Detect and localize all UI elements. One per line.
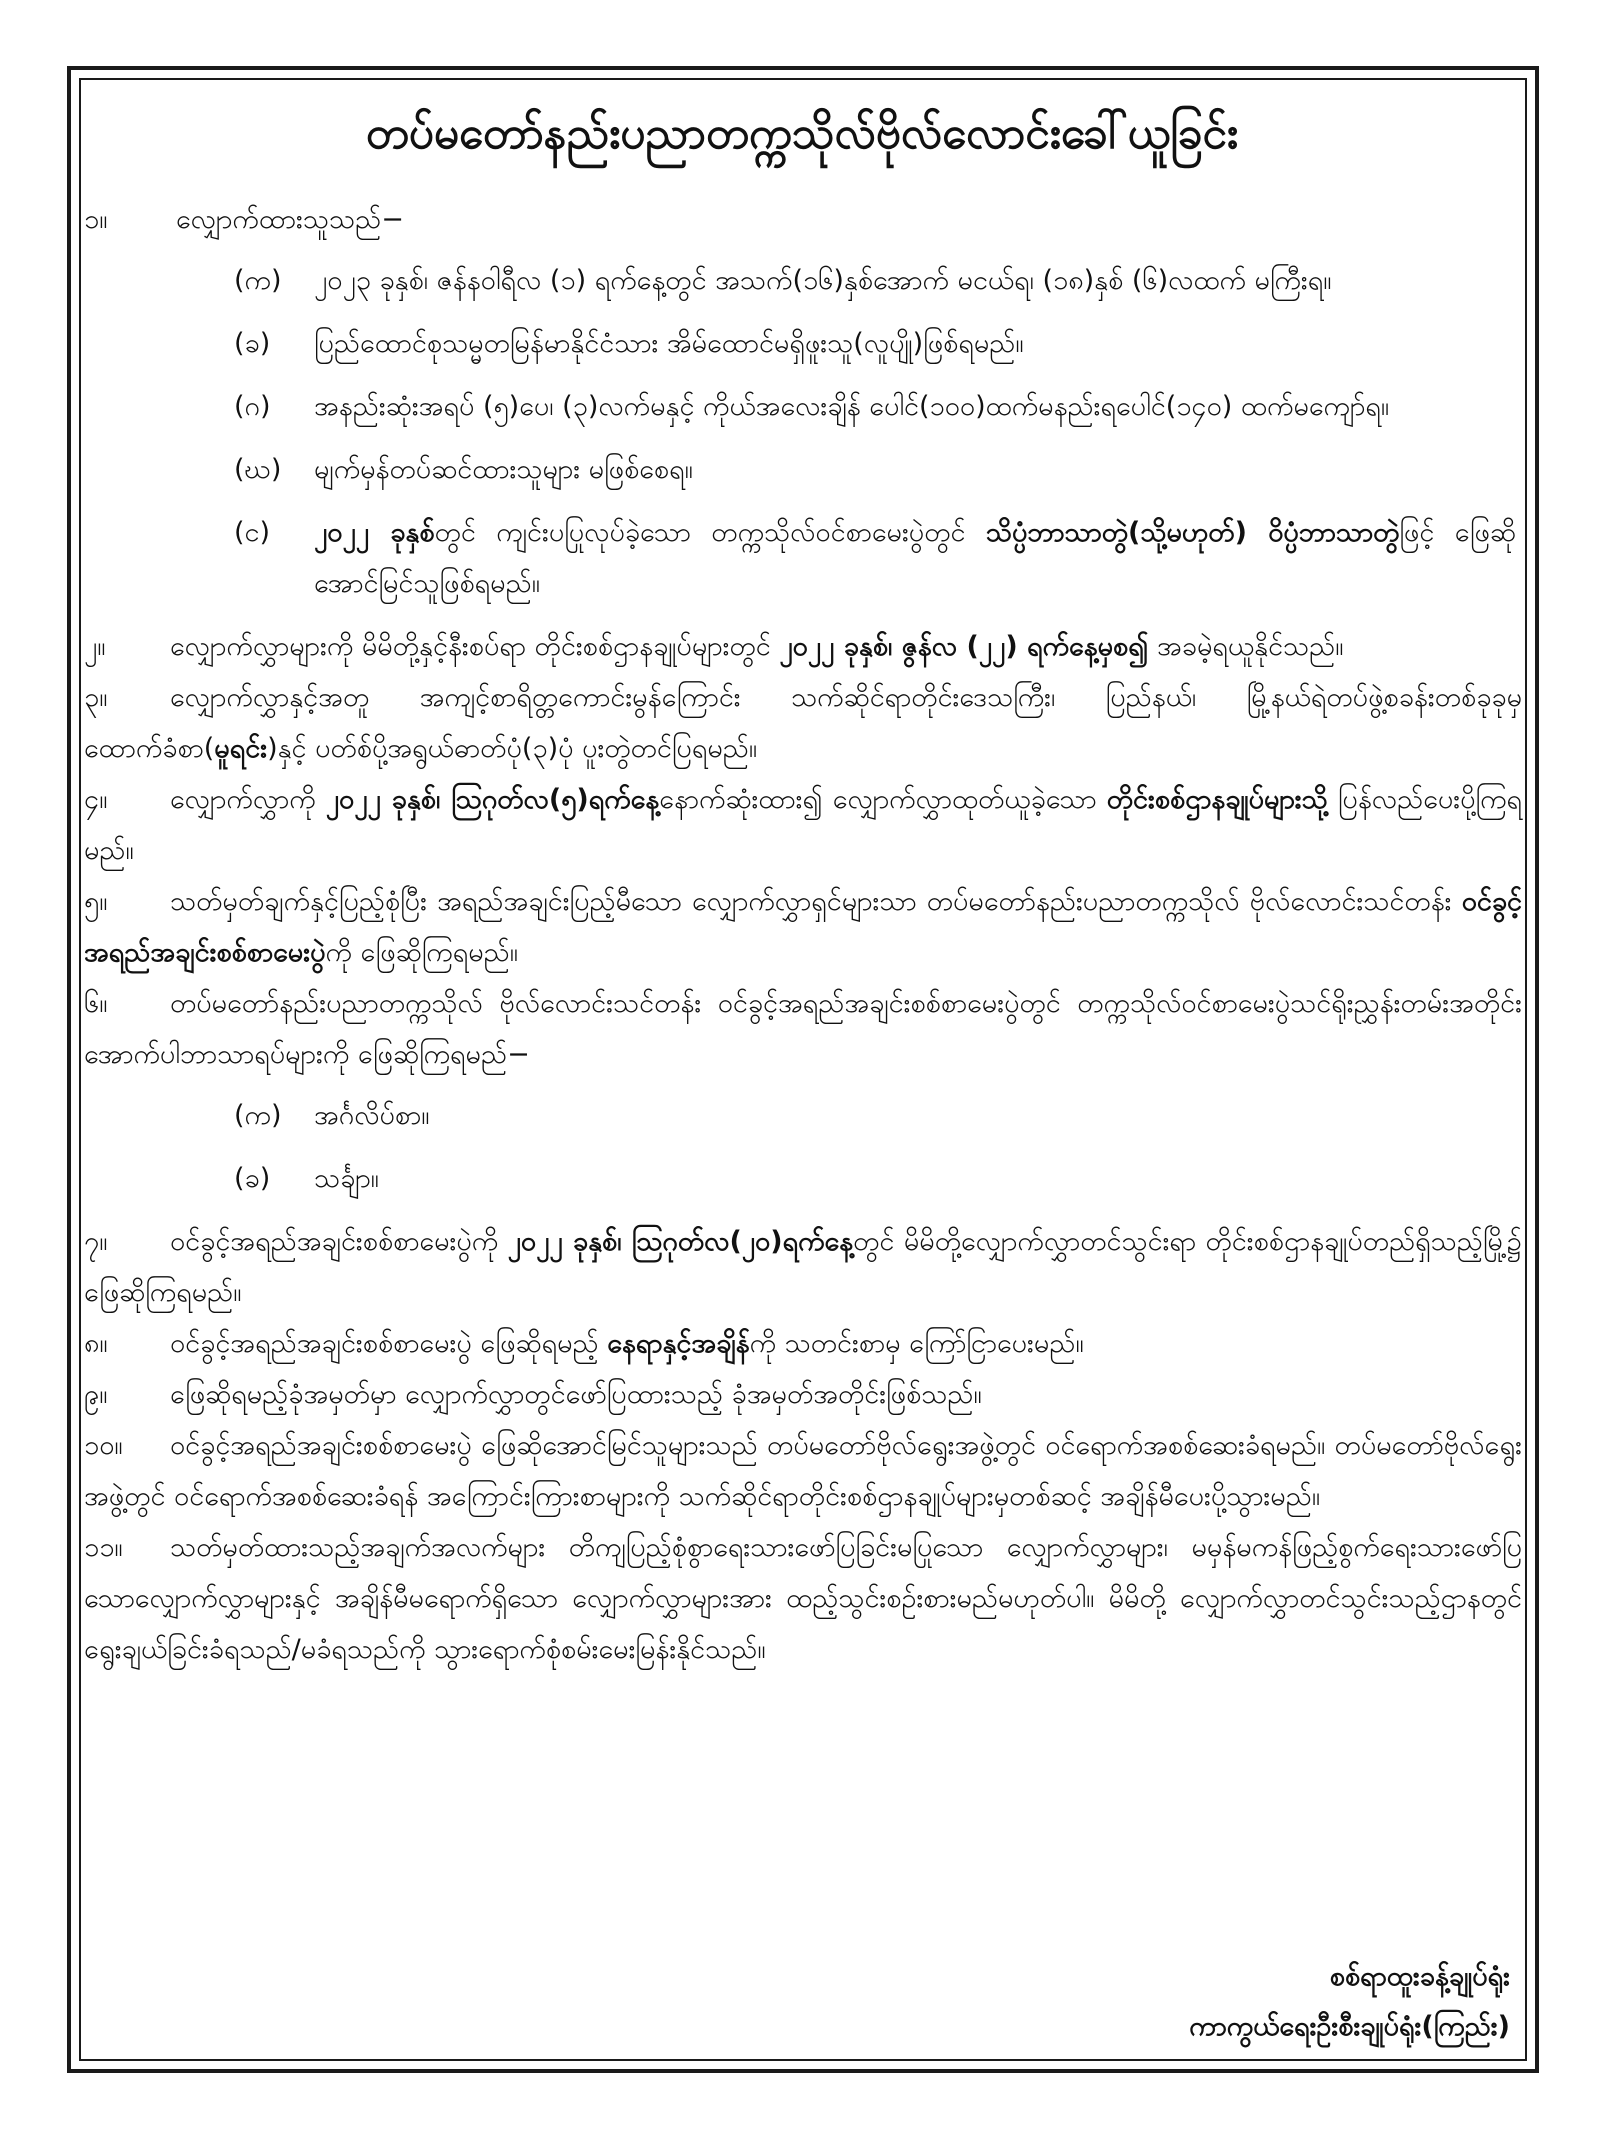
paragraph-text-end: တွင် မိမိတို့လျှောက်လွှာတင်သွင်းရာ တိုင်းစစ်ဌာနချုပ်တည်ရှိသည့်မြို့၌ ဖြေဆိုကြရမည်။ (84, 1226, 1522, 1308)
signature-block (82, 1952, 1510, 2052)
bold-headquarters: တိုင်းစစ်ဌာနချုပ်များသို့ (1106, 784, 1328, 815)
paragraph-text: လျှောက်လွှာနှင့်အတူ အကျင့်စာရိတ္တကောင်းမွန်ကြောင်း သက်ဆိုင်ရာတိုင်းဒေသကြီး၊ ပြည်နယ်၊ မြို့နယ်ရဲတပ်ဖွဲ့စခန်းတစ်ခုခုမှ ထောက်ခံစာ( (84, 682, 1522, 764)
item-marker: (ဃ) (234, 454, 282, 485)
bold-original: မူရင်း (214, 733, 268, 764)
item-marker: (က) (234, 1100, 282, 1131)
paragraph-9 (82, 1369, 1522, 1420)
paragraph-text: ဝင်ခွင့်အရည်အချင်းစစ်စာမေးပွဲ ဖြေဆိုအောင်မြင်သူများသည် တပ်မတော်ဗိုလ်ရွေးအဖွဲ့တွင် ဝင်ရောက်အစစ်ဆေးခံရမည်။ တပ်မတော်ဗိုလ်ရွေးအဖွဲ့တွင် ဝင်ရောက်အစစ်ဆေးခံရန် အကြောင်းကြားစာများကို သက်ဆိုင်ရာတိုင်းစစ်ဌာနချုပ်များမှတစ်ဆင့် အချိန်မီပေးပို့သွားမည်။ (84, 1430, 1522, 1512)
list-item (82, 507, 1522, 609)
item-marker: (ခ) (234, 1163, 271, 1194)
item-text (314, 507, 1522, 609)
paragraph-text: သတ်မှတ်ချက်နှင့်ပြည့်စုံပြီး အရည်အချင်းပြည့်မီသော လျှောက်လွှာရှင်များသာ တပ်မတော်နည်းပညာတက္ကသိုလ် ဗိုလ်လောင်းသင်တန်း (170, 886, 1462, 917)
paragraph-7 (82, 1216, 1522, 1318)
paragraph-number: ၅။ (84, 886, 108, 917)
paragraph-text-end: ပြန်လည်ပေးပို့ကြရမည်။ (84, 784, 1522, 866)
signature-line-2: ကာကွယ်ရေးဦးစီးချုပ်ရုံး(ကြည်း) (1189, 2011, 1510, 2042)
paragraph-text-end: ကို သတင်းစာမှ ကြော်ငြာပေးမည်။ (749, 1328, 1084, 1359)
paragraph-text-end: ကို ဖြေဆိုကြရမည်။ (325, 937, 518, 968)
item-marker: (က) (234, 265, 282, 296)
paragraph-text: တပ်မတော်နည်းပညာတက္ကသိုလ် ဗိုလ်လောင်းသင်တန်း ဝင်ခွင့်အရည်အချင်းစစ်စာမေးပွဲတွင် တက္ကသိုလ်ဝင်စာမေးပွဲသင်ရိုးညွှန်းတမ်းအတိုင်း အောက်ပါဘာသာရပ်များကို ဖြေဆိုကြရမည်− (84, 988, 1522, 1070)
item-text: အင်္ဂလိပ်စာ။ (314, 1100, 430, 1131)
paragraph-text: ဝင်ခွင့်အရည်အချင်းစစ်စာမေးပွဲကို (170, 1226, 508, 1257)
item-marker: (င) (234, 517, 271, 548)
bold-deadline: ၂၀၂၂ ခုနှစ်၊ ဩဂုတ်လ(၅)ရက်နေ့ (325, 784, 660, 815)
paragraph-10 (82, 1420, 1522, 1522)
item-marker: (ခ) (234, 328, 271, 359)
paragraph-number: ၂။ (84, 631, 106, 662)
paragraph-text-end: အခမဲ့ရယူနိုင်သည်။ (1148, 631, 1344, 662)
item-text: ၂၀၂၃ ခုနှစ်၊ ဇန်နဝါရီလ (၁) ရက်နေ့တွင် အသက်(၁၆)နှစ်အောက် မငယ်ရ၊ (၁၈)နှစ် (၆)လထက် မကြီးရ။ (314, 265, 1332, 296)
paragraph-number: ၁။ (84, 204, 108, 235)
announcement-body (82, 84, 1522, 1675)
paragraph-5 (82, 876, 1522, 978)
paragraph-number: ၄။ (84, 784, 108, 815)
bold-exam-date: ၂၀၂၂ ခုနှစ်၊ ဩဂုတ်လ(၂၀)ရက်နေ့ (507, 1226, 854, 1257)
paragraph-text: လျှောက်လွှာကို (170, 784, 326, 815)
item-text-mid: တွင် ကျင်းပပြုလုပ်ခဲ့သော တက္ကသိုလ်ဝင်စာမေးပွဲတွင် (434, 517, 986, 548)
bold-exam: ဝင်ခွင့်အရည်အချင်းစစ်စာမေးပွဲ (84, 886, 1522, 968)
bold-place-time: နေရာနှင့်အချိန် (607, 1328, 750, 1359)
list-item (82, 444, 1522, 495)
item-marker: (ဂ) (234, 391, 271, 422)
paragraph-2 (82, 621, 1522, 672)
paragraph-8 (82, 1318, 1522, 1369)
paragraph-3 (82, 672, 1522, 774)
bold-year: ၂၀၂၂ ခုနှစ် (314, 517, 435, 548)
bold-date: ၂၀၂၂ ခုနှစ်၊ ဇွန်လ (၂၂) ရက်နေ့မှစ၍ (779, 631, 1149, 662)
item-text: ပြည်ထောင်စုသမ္မတမြန်မာနိုင်ငံသား အိမ်ထောင်မရှိဖူးသူ(လူပျို)ဖြစ်ရမည်။ (314, 328, 1024, 359)
paragraph-text: ဝင်ခွင့်အရည်အချင်းစစ်စာမေးပွဲ ဖြေဆိုရမည့် (170, 1328, 608, 1359)
paragraph-text: လျှောက်ထားသူသည်− (176, 204, 404, 235)
paragraph-text: သတ်မှတ်ထားသည့်အချက်အလက်များ တိကျပြည့်စုံစွာရေးသားဖော်ပြခြင်းမပြုသော လျှောက်လွှာများ၊ မမှန်မကန်ဖြည့်စွက်ရေးသားဖော်ပြသောလျှောက်လွှာများနှင့် အချိန်မီမရောက်ရှိသော လျှောက်လွှာများအား ထည့်သွင်းစဉ်းစားမည်မဟုတ်ပါ။ မိမိတို့ လျှောက်လွှာတင်သွင်းသည့်ဌာနတွင် ရွေးချယ်ခြင်းခံရသည်/မခံရသည်ကို သွားရောက်စုံစမ်းမေးမြန်းနိုင်သည်။ (84, 1532, 1522, 1665)
paragraph-number: ၁၀။ (84, 1430, 123, 1461)
item-text: သင်္ချာ။ (314, 1163, 379, 1194)
item-text: အနည်းဆုံးအရပ် (၅)ပေ၊ (၃)လက်မနှင့် ကိုယ်အလေးချိန် ပေါင်(၁၀၀)ထက်မနည်းရပေါင်(၁၄၀) ထက်မကျော်ရ။ (314, 391, 1390, 422)
paragraph-number: ၆။ (84, 988, 108, 1019)
list-item (82, 318, 1522, 369)
signature-line-1: စစ်ရာထူးခန့်ချုပ်ရုံး (1329, 1961, 1510, 1992)
item-text: မျက်မှန်တပ်ဆင်ထားသူများ မဖြစ်စေရ။ (314, 454, 693, 485)
paragraph-text-end: )နှင့် ပတ်စ်ပို့အရွယ်ဓာတ်ပုံ(၃)ပုံ ပူးတွဲတင်ပြရမည်။ (267, 733, 758, 764)
paragraph-number: ၉။ (84, 1379, 108, 1410)
paragraph-11 (82, 1522, 1522, 1675)
item-text-end: ဖြင့် ဖြေဆိုအောင်မြင်သူဖြစ်ရမည်။ (314, 517, 1516, 599)
paragraph-number: ၁၁။ (84, 1532, 123, 1563)
paragraph-1 (82, 194, 1522, 245)
paragraph-number: ၃။ (84, 682, 108, 713)
paragraph-number: ၈။ (84, 1328, 108, 1359)
bold-subjects: သိပ္ပံဘာသာတွဲ(သို့မဟုတ်) ဝိပ္ပံဘာသာတွဲ (985, 517, 1400, 548)
page-title: တပ်မတော်နည်းပညာတက္ကသိုလ်ဗိုလ်လောင်းခေါ်ယူခြင်း (365, 108, 1239, 159)
paragraph-text: ဖြေဆိုရမည့်ခုံအမှတ်မှာ လျှောက်လွှာတွင်ဖော်ပြထားသည့် ခုံအမှတ်အတိုင်းဖြစ်သည်။ (170, 1379, 982, 1410)
paragraph-number: ၇။ (84, 1226, 108, 1257)
list-item (82, 255, 1522, 306)
paragraph-6 (82, 978, 1522, 1080)
paragraph-4 (82, 774, 1522, 876)
list-item (82, 381, 1522, 432)
paragraph-text: လျှောက်လွှာများကို မိမိတို့နှင့်နီးစပ်ရာ တိုင်းစစ်ဌာနချုပ်များတွင် (170, 631, 780, 662)
list-item (82, 1090, 1522, 1141)
list-item (82, 1153, 1522, 1204)
paragraph-text-mid: နောက်ဆုံးထား၍ လျှောက်လွှာထုတ်ယူခဲ့သော (659, 784, 1107, 815)
